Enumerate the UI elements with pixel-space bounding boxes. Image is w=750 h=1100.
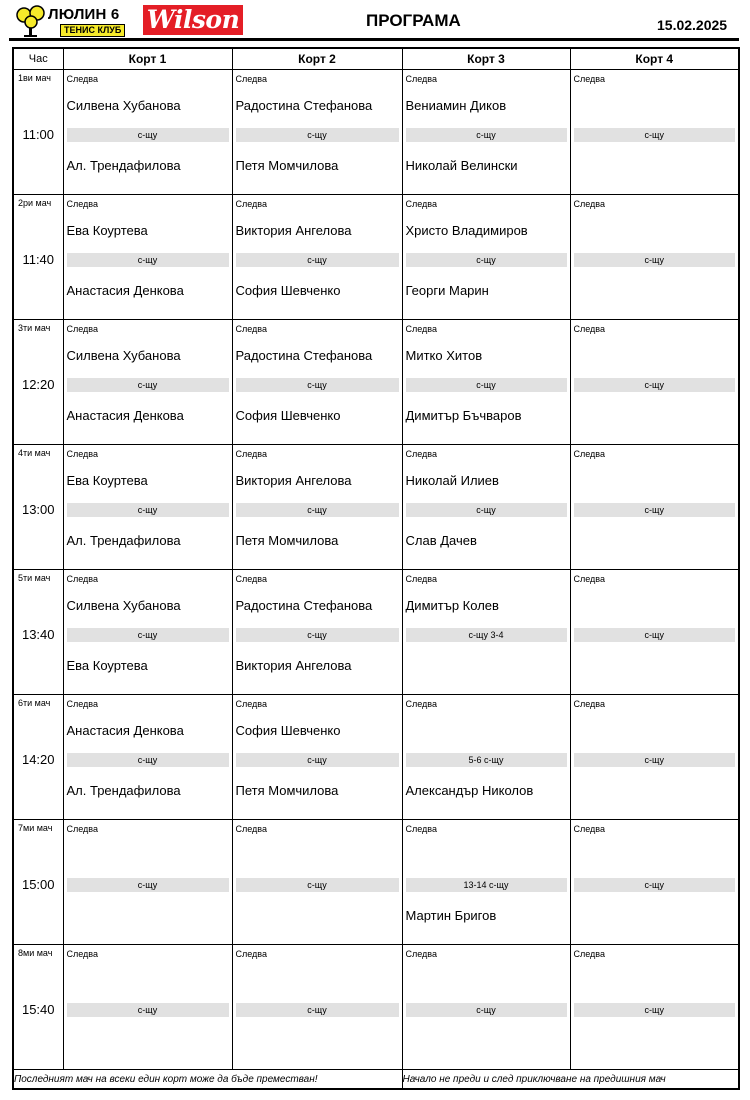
court-cell (232, 320, 402, 445)
player-2: Анастасия Денкова (66, 283, 184, 298)
next-label: Следва (573, 324, 605, 334)
next-label: Следва (235, 574, 267, 584)
versus-bar: с-щу (236, 128, 399, 142)
versus-bar: с-щу 3-4 (406, 628, 567, 642)
next-label: Следва (573, 574, 605, 584)
table-header-row (13, 48, 739, 70)
versus-bar: с-щу (574, 378, 736, 392)
court-cell (570, 70, 739, 195)
versus-bar: с-щу (406, 253, 567, 267)
court-cell (570, 945, 739, 1070)
next-label: Следва (405, 824, 437, 834)
court-3-header: Корт 3 (402, 48, 570, 70)
court-cell (232, 570, 402, 695)
next-label: Следва (66, 949, 98, 959)
player-2: Георги Марин (405, 283, 489, 298)
next-label: Следва (405, 949, 437, 959)
court-2-header: Корт 2 (232, 48, 402, 70)
versus-bar: с-щу (67, 878, 229, 892)
player-1: Николай Илиев (405, 473, 499, 488)
time-cell (13, 320, 63, 445)
player-2: Петя Момчилова (235, 783, 339, 798)
court-cell (570, 445, 739, 570)
match-number: 8ми мач (18, 948, 53, 958)
match-number: 4ти мач (18, 448, 51, 458)
player-1: Радостина Стефанова (235, 98, 373, 113)
versus-bar: с-щу (67, 628, 229, 642)
hour-column-header: Час (13, 48, 63, 70)
time-cell (13, 570, 63, 695)
court-cell (570, 570, 739, 695)
versus-bar: с-щу (574, 128, 736, 142)
player-2: Слав Дачев (405, 533, 477, 548)
match-number: 2ри мач (18, 198, 52, 208)
versus-bar: с-щу (236, 753, 399, 767)
versus-bar: с-щу (236, 878, 399, 892)
time-cell (13, 945, 63, 1070)
court-cell (402, 195, 570, 320)
court-cell (402, 320, 570, 445)
match-number: 7ми мач (18, 823, 53, 833)
player-1: Анастасия Денкова (66, 723, 184, 738)
versus-bar: с-щу (574, 878, 736, 892)
player-2: Мартин Бригов (405, 908, 497, 923)
versus-bar: с-щу (236, 503, 399, 517)
footer-row (13, 1070, 739, 1090)
table-row (13, 445, 739, 570)
time-cell (13, 820, 63, 945)
match-number: 6ти мач (18, 698, 51, 708)
player-1: Виктория Ангелова (235, 473, 352, 488)
court-cell (63, 195, 232, 320)
next-label: Следва (235, 199, 267, 209)
player-2: Виктория Ангелова (235, 658, 352, 673)
court-cell (570, 820, 739, 945)
court-cell (402, 695, 570, 820)
player-2: Николай Велински (405, 158, 518, 173)
club-name: ЛЮЛИН 6 (48, 6, 120, 23)
versus-bar: с-щу (574, 1003, 736, 1017)
court-cell (232, 195, 402, 320)
next-label: Следва (573, 199, 605, 209)
player-2: Димитър Бъчваров (405, 408, 522, 423)
time-cell (13, 445, 63, 570)
match-time: 11:00 (22, 127, 55, 142)
court-cell (232, 695, 402, 820)
schedule-table (12, 47, 740, 1090)
player-1: Ева Коуртева (66, 473, 148, 488)
next-label: Следва (405, 74, 437, 84)
table-row (13, 695, 739, 820)
versus-bar: с-щу (236, 253, 399, 267)
page-title: ПРОГРАМА (366, 11, 461, 30)
player-1: Радостина Стефанова (235, 598, 373, 613)
player-1: Христо Владимиров (405, 223, 528, 238)
next-label: Следва (405, 324, 437, 334)
next-label: Следва (405, 449, 437, 459)
player-2: Петя Момчилова (235, 533, 339, 548)
court-4-header: Корт 4 (570, 48, 739, 70)
page-header (0, 0, 750, 40)
next-label: Следва (66, 449, 98, 459)
player-1: Димитър Колев (405, 598, 499, 613)
player-1: Виктория Ангелова (235, 223, 352, 238)
versus-bar: с-щу (67, 253, 229, 267)
court-cell (63, 820, 232, 945)
next-label: Следва (235, 949, 267, 959)
player-1: Силвена Хубанова (66, 98, 181, 113)
court-cell (232, 820, 402, 945)
next-label: Следва (66, 199, 98, 209)
versus-bar: с-щу (236, 628, 399, 642)
court-cell (570, 695, 739, 820)
next-label: Следва (235, 824, 267, 834)
table-row (13, 945, 739, 1070)
club-subtitle: ТЕНИС КЛУБ (60, 24, 125, 37)
match-time: 13:40 (21, 627, 55, 642)
table-row (13, 70, 739, 195)
next-label: Следва (573, 699, 605, 709)
versus-bar: с-щу (67, 503, 229, 517)
schedule-date: 15.02.2025 (657, 17, 728, 33)
next-label: Следва (66, 324, 98, 334)
match-time: 15:40 (21, 1002, 55, 1017)
court-cell (63, 945, 232, 1070)
next-label: Следва (573, 824, 605, 834)
versus-bar: с-щу (67, 753, 229, 767)
versus-bar: с-щу (406, 1003, 567, 1017)
court-1-header: Корт 1 (63, 48, 232, 70)
court-cell (63, 70, 232, 195)
table-row (13, 195, 739, 320)
court-cell (402, 445, 570, 570)
player-2: Ал. Трендафилова (66, 158, 181, 173)
table-row (13, 320, 739, 445)
court-cell (63, 570, 232, 695)
versus-bar: 13-14 с-щу (406, 878, 567, 892)
versus-bar: с-щу (67, 1003, 229, 1017)
versus-bar: с-щу (574, 628, 736, 642)
court-cell (232, 445, 402, 570)
court-cell (570, 320, 739, 445)
match-time: 15:00 (21, 877, 55, 892)
tennis-tree-icon (16, 5, 46, 37)
match-number: 5ти мач (18, 573, 51, 583)
versus-bar: с-щу (67, 128, 229, 142)
player-2: Петя Момчилова (235, 158, 339, 173)
match-time: 11:40 (22, 252, 55, 267)
court-cell (402, 945, 570, 1070)
table-row (13, 570, 739, 695)
versus-bar: с-щу (67, 378, 229, 392)
player-2: Ева Коуртева (66, 658, 148, 673)
versus-bar: с-щу (236, 1003, 399, 1017)
footer-note-right: Начало не преди и след приключване на предишния мач (402, 1070, 739, 1090)
court-cell (402, 820, 570, 945)
header-divider (9, 38, 739, 41)
next-label: Следва (573, 74, 605, 84)
player-2: София Шевченко (235, 283, 341, 298)
next-label: Следва (235, 449, 267, 459)
next-label: Следва (66, 699, 98, 709)
next-label: Следва (235, 699, 267, 709)
match-time: 14:20 (21, 752, 55, 767)
footer-note-left: Последният мач на всеки един корт може да бъде преместван! (13, 1070, 402, 1090)
player-1: Митко Хитов (405, 348, 483, 363)
player-1: Силвена Хубанова (66, 348, 181, 363)
versus-bar: с-щу (406, 128, 567, 142)
court-cell (63, 695, 232, 820)
next-label: Следва (235, 324, 267, 334)
court-cell (232, 945, 402, 1070)
next-label: Следва (66, 74, 98, 84)
table-row (13, 820, 739, 945)
next-label: Следва (66, 824, 98, 834)
next-label: Следва (405, 699, 437, 709)
player-2: Александър Николов (405, 783, 534, 798)
player-1: Радостина Стефанова (235, 348, 373, 363)
next-label: Следва (573, 949, 605, 959)
versus-bar: 5-6 с-щу (406, 753, 567, 767)
versus-bar: с-щу (574, 253, 736, 267)
next-label: Следва (235, 74, 267, 84)
court-cell (570, 195, 739, 320)
player-1: Ева Коуртева (66, 223, 148, 238)
match-number: 1ви мач (18, 73, 51, 83)
match-number: 3ти мач (18, 323, 51, 333)
player-1: София Шевченко (235, 723, 341, 738)
versus-bar: с-щу (406, 503, 567, 517)
time-cell (13, 695, 63, 820)
next-label: Следва (405, 574, 437, 584)
next-label: Следва (405, 199, 437, 209)
sponsor-logo: Wilson (143, 5, 243, 35)
court-cell (402, 570, 570, 695)
player-2: София Шевченко (235, 408, 341, 423)
court-cell (402, 70, 570, 195)
time-cell (13, 70, 63, 195)
match-time: 13:00 (21, 502, 55, 517)
next-label: Следва (66, 574, 98, 584)
versus-bar: с-щу (574, 753, 736, 767)
versus-bar: с-щу (406, 378, 567, 392)
court-cell (63, 445, 232, 570)
versus-bar: с-щу (236, 378, 399, 392)
court-cell (232, 70, 402, 195)
player-2: Ал. Трендафилова (66, 783, 181, 798)
versus-bar: с-щу (574, 503, 736, 517)
player-1: Силвена Хубанова (66, 598, 181, 613)
time-cell (13, 195, 63, 320)
next-label: Следва (573, 449, 605, 459)
player-2: Анастасия Денкова (66, 408, 184, 423)
match-time: 12:20 (21, 377, 55, 392)
player-2: Ал. Трендафилова (66, 533, 181, 548)
court-cell (63, 320, 232, 445)
player-1: Вениамин Диков (405, 98, 507, 113)
